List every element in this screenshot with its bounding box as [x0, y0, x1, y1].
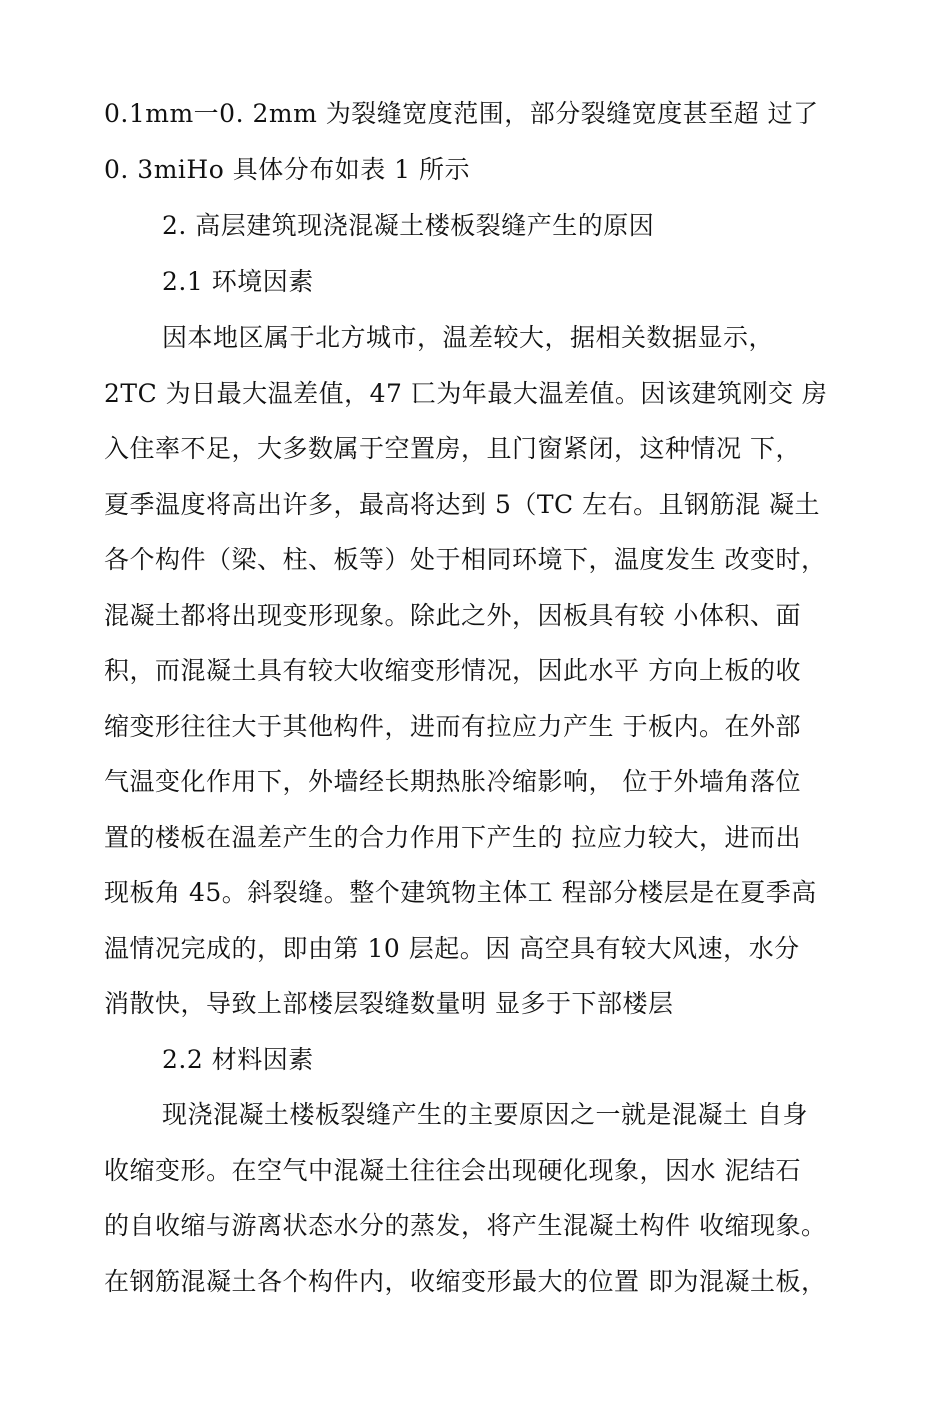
paragraph-line: 收缩变形。在空气中混凝土往往会出现硬化现象，因水 泥结石 [104, 1156, 801, 1185]
paragraph-line: 在钢筋混凝土各个构件内，收缩变形最大的位置 即为混凝土板， [104, 1267, 827, 1296]
subsection-heading-2-2: 2.2 材料因素 [162, 1045, 314, 1074]
paragraph-line: 缩变形往往大于其他构件，进而有拉应力产生 于板内。在外部 [104, 712, 801, 741]
paragraph-line: 气温变化作用下，外墙经长期热胀冷缩影响， 位于外墙角落位 [104, 767, 801, 796]
paragraph-line: 夏季温度将高出许多，最高将达到 5（TC 左右。且钢筋混 凝土 [104, 490, 821, 519]
paragraph-line: 置的楼板在温差产生的合力作用下产生的 拉应力较大，进而出 [104, 823, 801, 852]
subsection-heading-2-1: 2.1 环境因素 [162, 267, 314, 296]
paragraph-line: 2TC 为日最大温差值，47 匸为年最大温差值。因该建筑刚交 房 [104, 379, 828, 408]
paragraph-line: 的自收缩与游离状态水分的蒸发，将产生混凝土构件 收缩现象。 [104, 1211, 827, 1240]
text-line-1: 0.1mm一0. 2mm 为裂缝宽度范围，部分裂缝宽度甚至超 过了 [104, 99, 819, 128]
section-heading-2: 2. 高层建筑现浇混凝土楼板裂缝产生的原因 [162, 211, 655, 240]
paragraph-line: 温情况完成的，即由第 10 层起。因 高空具有较大风速，水分 [104, 934, 800, 963]
paragraph-line: 现浇混凝土楼板裂缝产生的主要原因之一就是混凝土 自身 [162, 1100, 808, 1129]
paragraph-line: 各个构件（梁、柱、板等）处于相同环境下，温度发生 改变时， [104, 545, 827, 574]
paragraph-line: 入住率不足，大多数属于空置房，且门窗紧闭，这种情况 下， [104, 434, 801, 463]
text-line-2: 0. 3miHo 具体分布如表 1 所示 [104, 155, 471, 184]
paragraph-line: 因本地区属于北方城市，温差较大，据相关数据显示， [162, 323, 775, 352]
paragraph-line: 混凝土都将出现变形现象。除此之外，因板具有较 小体积、面 [104, 601, 801, 630]
paragraph-line: 现板角 45。斜裂缝。整个建筑物主体工 程部分楼层是在夏季高 [104, 878, 817, 907]
paragraph-line: 消散快，导致上部楼层裂缝数量明 显多于下部楼层 [104, 989, 674, 1018]
paragraph-line: 积，而混凝土具有较大收缩变形情况，因此水平 方向上板的收 [104, 656, 801, 685]
